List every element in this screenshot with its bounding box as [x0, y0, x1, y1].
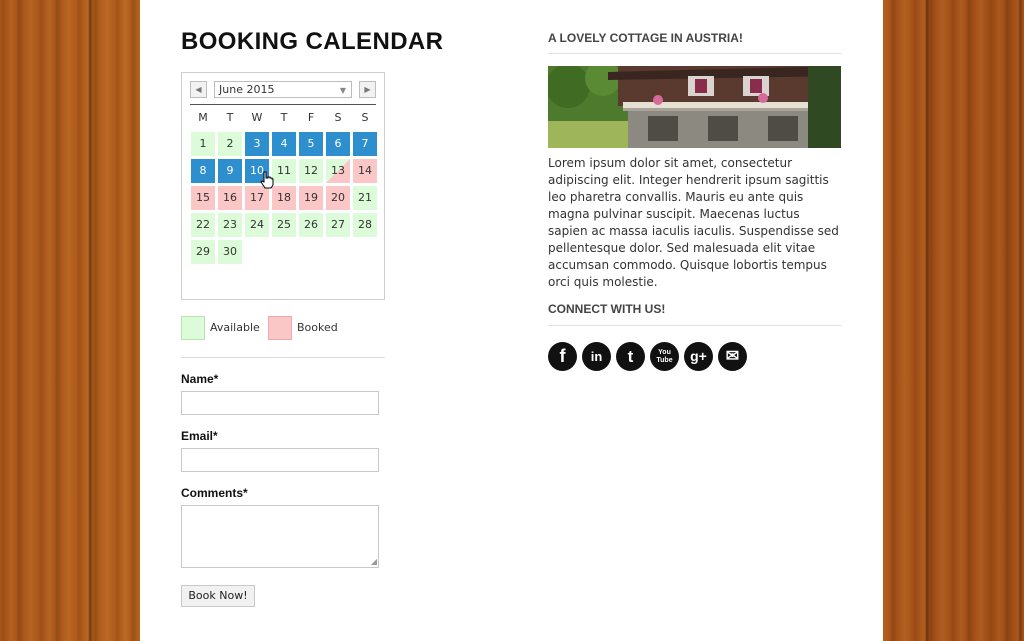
- booked-legend-label: Booked: [297, 321, 338, 334]
- calendar-day[interactable]: 9: [218, 159, 242, 183]
- calendar-day[interactable]: 5: [299, 132, 323, 156]
- calendar-day[interactable]: 26: [299, 213, 323, 237]
- linkedin-icon[interactable]: in: [582, 342, 611, 371]
- chevron-down-icon: ▼: [339, 86, 346, 95]
- next-month-button[interactable]: ▶: [359, 81, 376, 98]
- calendar-day[interactable]: 17: [245, 186, 269, 210]
- googleplus-icon[interactable]: g+: [684, 342, 713, 371]
- calendar-day[interactable]: 18: [272, 186, 296, 210]
- twitter-icon[interactable]: t: [616, 342, 645, 371]
- calendar-day[interactable]: 25: [272, 213, 296, 237]
- divider: [181, 357, 385, 358]
- calendar-day[interactable]: 13: [326, 159, 350, 183]
- calendar-day[interactable]: 3: [245, 132, 269, 156]
- page-content: [140, 0, 883, 641]
- calendar-day[interactable]: 28: [353, 213, 377, 237]
- calendar-day[interactable]: 6: [326, 132, 350, 156]
- month-select-value: June 2015: [219, 83, 275, 96]
- connect-divider: [548, 325, 842, 326]
- weekday-label: T: [226, 111, 234, 124]
- month-select[interactable]: [214, 81, 352, 98]
- hand-cursor-icon: [260, 171, 274, 189]
- comments-label: Comments*: [181, 486, 248, 500]
- weekday-label: F: [307, 111, 315, 124]
- calendar-day[interactable]: 4: [272, 132, 296, 156]
- weekday-label: M: [198, 111, 208, 124]
- calendar-divider: [190, 104, 376, 105]
- email-icon[interactable]: ✉: [718, 342, 747, 371]
- page-title: BOOKING CALENDAR: [181, 28, 444, 55]
- available-swatch: [181, 316, 205, 340]
- booked-swatch: [268, 316, 292, 340]
- calendar-day[interactable]: 24: [245, 213, 269, 237]
- cottage-description: Lorem ipsum dolor sit amet, consectetur adipiscing elit. Integer hendrerit ipsum sagittis leo pharetra convallis. Mauris eu ante quis magna pulvinar suscipit. Maecenas luctus sapien ac massa iaculis iaculis. Suspendisse sed pellentesque dolor. Sed malesuada elit vitae accumsan commodo. Quisque lobortis tempus orci quis molestie.: [548, 156, 839, 289]
- calendar-day[interactable]: 23: [218, 213, 242, 237]
- prev-month-button[interactable]: ◀: [190, 81, 207, 98]
- calendar-day[interactable]: 7: [353, 132, 377, 156]
- resize-grip-icon[interactable]: ◢: [370, 557, 377, 566]
- weekday-label: W: [251, 111, 263, 124]
- calendar-day[interactable]: 2: [218, 132, 242, 156]
- available-legend-label: Available: [210, 321, 260, 334]
- connect-heading: CONNECT WITH US!: [548, 302, 666, 316]
- calendar-day[interactable]: 21: [353, 186, 377, 210]
- facebook-icon[interactable]: f: [548, 342, 577, 371]
- calendar-day[interactable]: 22: [191, 213, 215, 237]
- calendar-day[interactable]: 27: [326, 213, 350, 237]
- name-input[interactable]: [181, 391, 379, 415]
- weekday-label: S: [334, 111, 342, 124]
- youtube-icon[interactable]: You Tube: [650, 342, 679, 371]
- calendar-day[interactable]: 1: [191, 132, 215, 156]
- weekday-label: S: [361, 111, 369, 124]
- calendar-day[interactable]: 14: [353, 159, 377, 183]
- calendar-day[interactable]: 20: [326, 186, 350, 210]
- booking-calendar: [181, 72, 385, 300]
- book-now-button[interactable]: Book Now!: [181, 585, 255, 607]
- heading-divider: [548, 53, 842, 54]
- calendar-day[interactable]: 30: [218, 240, 242, 264]
- weekday-label: T: [280, 111, 288, 124]
- calendar-day[interactable]: 11: [272, 159, 296, 183]
- calendar-day[interactable]: 16: [218, 186, 242, 210]
- calendar-day[interactable]: 10: [245, 159, 269, 183]
- comments-textarea[interactable]: [181, 505, 379, 568]
- calendar-day[interactable]: 29: [191, 240, 215, 264]
- name-label: Name*: [181, 372, 219, 386]
- email-label: Email*: [181, 429, 218, 443]
- cottage-heading: A LOVELY COTTAGE IN AUSTRIA!: [548, 31, 743, 45]
- calendar-day[interactable]: 12: [299, 159, 323, 183]
- calendar-day[interactable]: 8: [191, 159, 215, 183]
- email-input[interactable]: [181, 448, 379, 472]
- calendar-day[interactable]: 19: [299, 186, 323, 210]
- calendar-day[interactable]: 15: [191, 186, 215, 210]
- cottage-photo: [548, 66, 841, 148]
